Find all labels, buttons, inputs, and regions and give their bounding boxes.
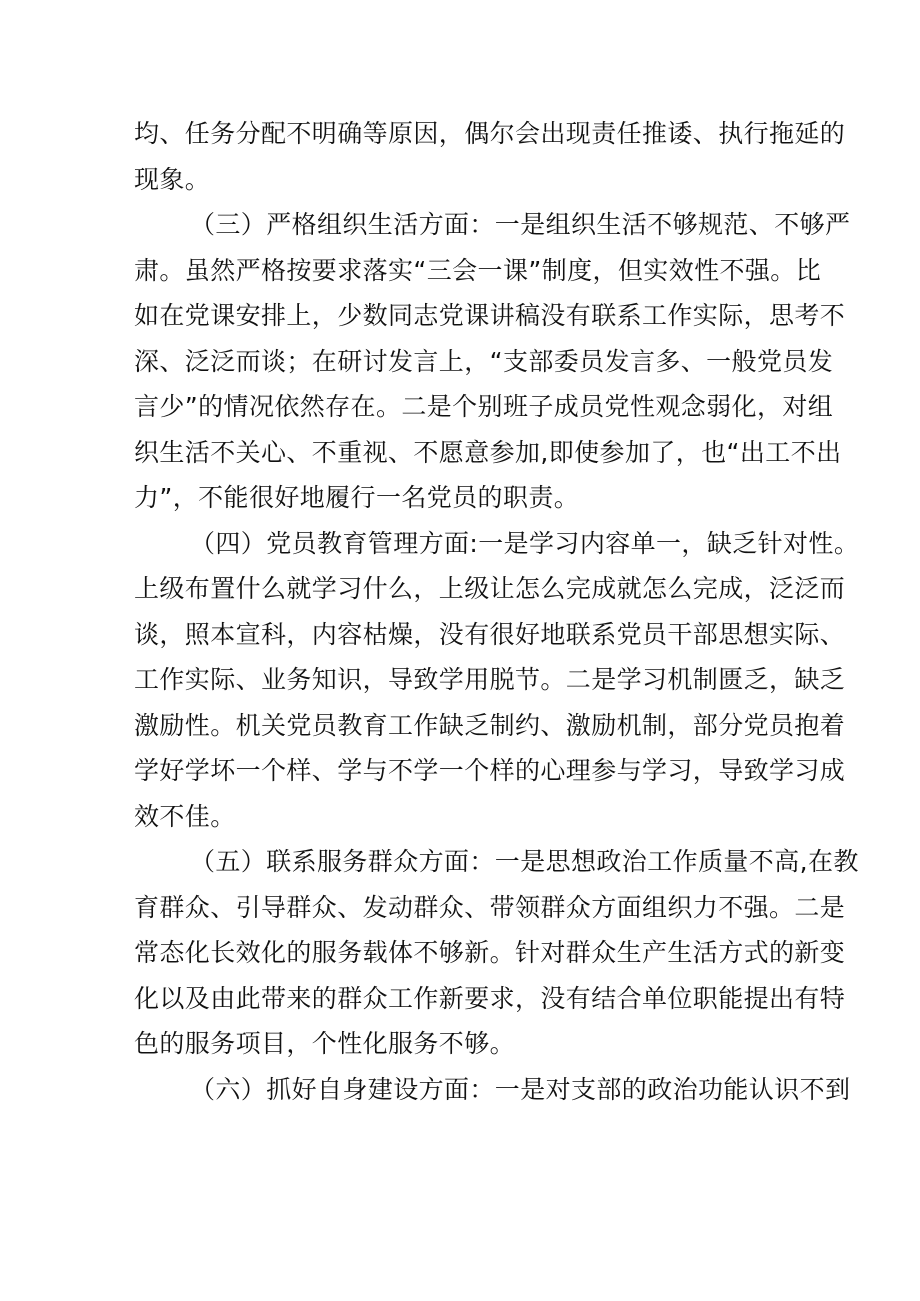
- text-line: （六）抓好自身建设方面：一是对支部的政治功能认识不到: [190, 1074, 851, 1104]
- text-line: （三）严格组织生活方面：一是组织生活不够规范、不够严: [190, 210, 851, 239]
- text-line: （五）联系服务群众方面：一是思想政治工作质量不高,在教: [190, 847, 859, 876]
- document-body: [134, 111, 860, 1112]
- paragraph-section-6: [134, 1067, 851, 1113]
- paragraph-section-3: [134, 202, 851, 521]
- text-line: 效不佳。: [134, 801, 236, 831]
- text-line: 肃。虽然严格按要求落实“三会一课”制度，但实效性不强。比: [134, 255, 822, 285]
- text-line: 学好学坏一个样、学与不学一个样的心理参与学习，导致学习成: [134, 756, 846, 785]
- text-line: 工作实际、业务知识，导致学用脱节。二是学习机制匮乏，缺乏: [134, 665, 846, 694]
- text-line: （四）党员教育管理方面:一是学习内容单一，缺乏针对性。: [190, 528, 860, 558]
- text-line: 化以及由此带来的群众工作新要求，没有结合单位职能提出有特: [134, 983, 846, 1013]
- text-line: 织生活不关心、不重视、不愿意参加,即使参加了，也“出工不出: [134, 437, 842, 467]
- paragraph-section-5: [134, 839, 859, 1067]
- text-line: 现象。: [134, 164, 211, 194]
- text-line: 均、任务分配不明确等原因，偶尔会出现责任推诿、执行拖延的: [134, 119, 846, 148]
- paragraph-continuation: [134, 111, 846, 202]
- text-line: 如在党课安排上，少数同志党课讲稿没有联系工作实际，思考不: [134, 301, 846, 330]
- text-line: 色的服务项目，个性化服务不够。: [134, 1029, 516, 1058]
- paragraph-section-4: [134, 521, 860, 840]
- text-line: 育群众、引导群众、发动群众、带领群众方面组织力不强。二是: [134, 892, 846, 922]
- text-line: 激励性。机关党员教育工作缺乏制约、激励机制，部分党员抱着: [134, 710, 846, 740]
- text-line: 力”，不能很好地履行一名党员的职责。: [134, 483, 580, 512]
- text-line: 谈，照本宣科，内容枯燥，没有很好地联系党员干部思想实际、: [134, 619, 846, 649]
- text-line: 常态化长效化的服务载体不够新。针对群众生产生活方式的新变: [134, 938, 846, 967]
- text-line: 上级布置什么就学习什么，上级让怎么完成就怎么完成，泛泛而: [134, 574, 846, 603]
- text-line: 言少”的情况依然存在。二是个别班子成员党性观念弱化，对组: [134, 392, 834, 421]
- text-line: 深、泛泛而谈；在研讨发言上，“支部委员发言多、一般党员发: [134, 346, 834, 376]
